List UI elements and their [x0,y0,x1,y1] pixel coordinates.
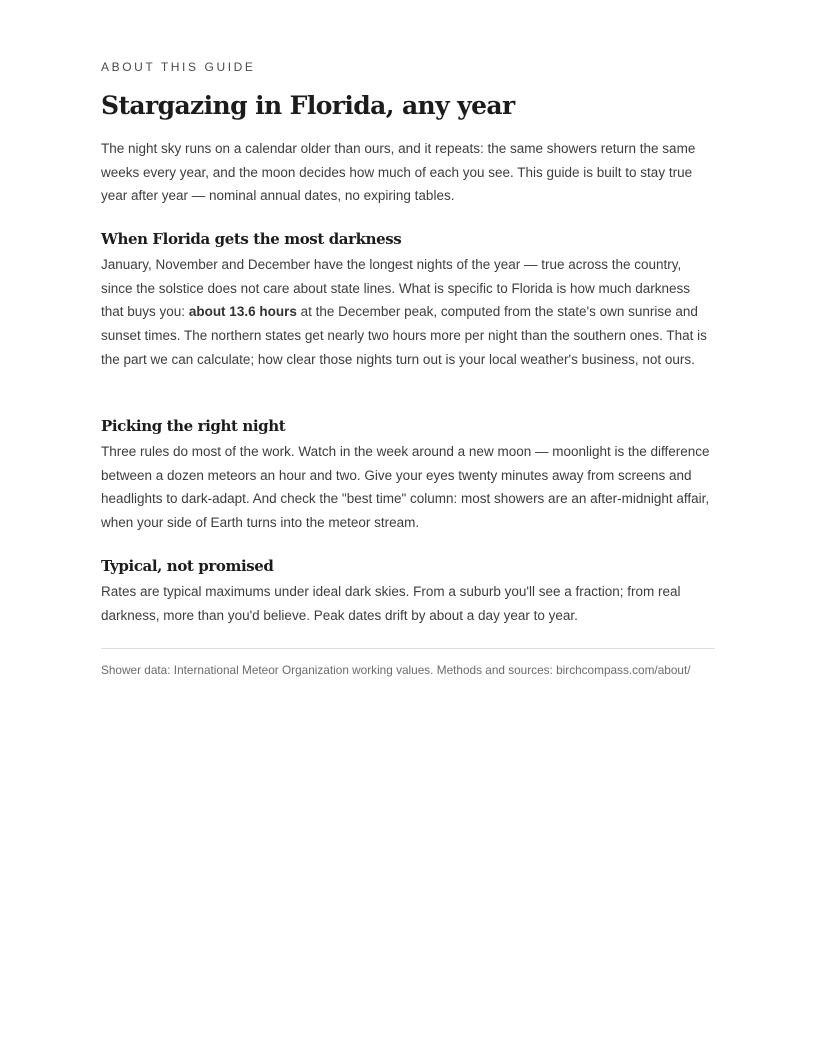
section-body-darkness [101,253,715,372]
page-title: Stargazing in Florida, any year [101,91,515,120]
eyebrow-label: ABOUT THIS GUIDE [101,60,256,74]
section-body-right-night: Three rules do most of the work. Watch in the week around a new moon — moonlight is the difference between a dozen meteors an hour and two. Give your eyes twenty minutes away from screens and headlights to dark-adapt. And check the "best time" column: most showers are an after-midnight affair, when your side of Earth turns into the meteor stream. [101,444,710,531]
section-heading-right-night: Picking the right night [101,417,286,435]
section-heading-typical: Typical, not promised [101,557,274,575]
darkness-text-after: at the December peak, computed from the state's own sunrise and sunset times. The northern states get nearly two hours more per night than the southern ones. That is the part we can calculate; how clear those nights turn out is your local weather's business, not ours. [101,304,707,367]
intro-paragraph: The night sky runs on a calendar older than ours, and it repeats: the same showers return the same weeks every year, and the moon decides how much of each you see. This guide is built to stay true year after year — nominal annual dates, no expiring tables. [101,141,696,204]
darkness-text-before: January, November and December have the longest nights of the year — true across the country, since the solstice does not care about state lines. What is specific to Florida is how much darkness that buys you: [101,257,691,320]
section-body-typical: Rates are typical maximums under ideal dark skies. From a suburb you'll see a fraction; from real darkness, more than you'd believe. Peak dates drift by about a day year to year. [101,584,681,623]
source-note: Shower data: International Meteor Organization working values. Methods and sources: birchcompass.com/about/ [101,663,691,677]
footer-divider [101,648,715,649]
section-heading-darkness: When Florida gets the most darkness [101,230,402,248]
darkness-hours-highlight: about 13.6 hours [188,304,297,320]
